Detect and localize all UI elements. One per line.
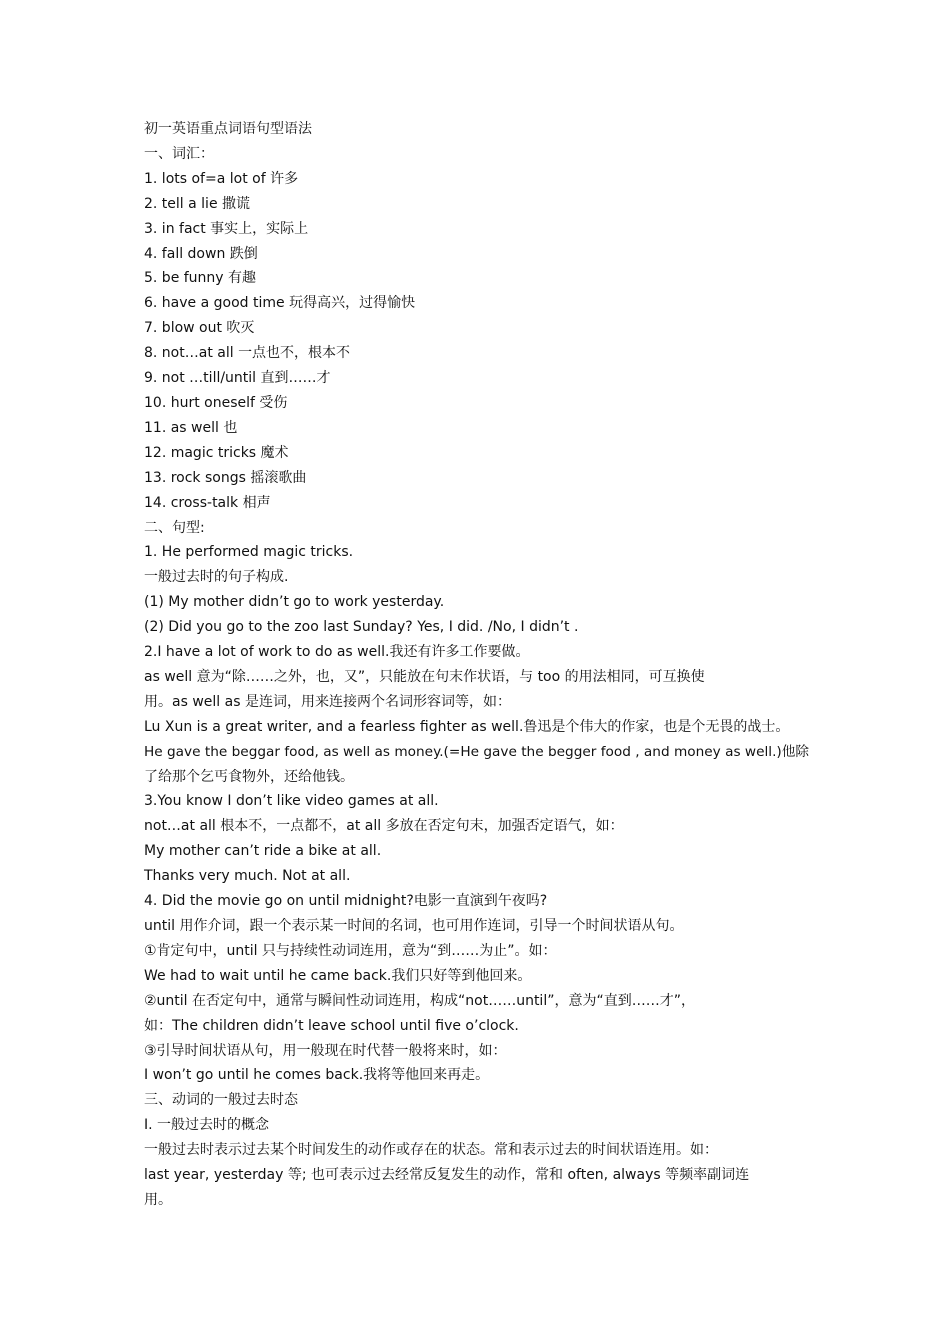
vocab-item: 13. rock songs 摇滚歌曲	[144, 469, 307, 486]
vocab-item: 4. fall down 跌倒	[144, 245, 258, 262]
section-heading-past-tense: 三、动词的一般过去时态	[144, 1092, 298, 1109]
example-sentence: My mother can’t ride a bike at all.	[144, 843, 382, 860]
text-line: 一般过去时表示过去某个时间发生的动作或存在的状态。常和表示过去的时间状语连用。如：	[144, 1142, 718, 1159]
vocab-item: 1. lots of=a lot of 许多	[144, 170, 299, 187]
example-sentence: He gave the beggar food, as well as money.(=He gave the begger food , and money as well.)他除	[144, 743, 810, 760]
text-line: ②until 在否定句中，通常与瞬间性动词连用，构成“not……until”，意为“直到……才”，	[144, 992, 695, 1009]
example-sentence: (2) Did you go to the zoo last Sunday? Yes, I did. /No, I didn’t .	[144, 619, 579, 636]
vocab-item: 5. be funny 有趣	[144, 270, 257, 287]
document-page	[144, 117, 810, 1213]
vocab-item: 6. have a good time 玩得高兴，过得愉快	[144, 295, 416, 312]
text-line: as well 意为“除……之外，也，又”，只能放在句末作状语，与 too 的用法相同，可互换使	[144, 668, 705, 685]
section-heading-vocabulary: 一、词汇：	[144, 145, 214, 162]
text-line: 2.I have a lot of work to do as well.我还有许多工作要做。	[144, 644, 530, 661]
text-line: 用。	[144, 1191, 172, 1208]
vocab-item: 9. not …till/until 直到……才	[144, 370, 331, 387]
section-heading-sentence-patterns: 二、句型:	[144, 519, 205, 536]
text-line: ①肯定句中，until 只与持续性动词连用，意为“到……为止”。如：	[144, 942, 557, 959]
example-sentence: I won’t go until he comes back.我将等他回来再走。	[144, 1067, 490, 1084]
text-line: ③引导时间状语从句，用一般现在时代替一般将来时，如：	[144, 1042, 507, 1059]
text-line: 1. He performed magic tricks.	[144, 544, 354, 561]
vocab-item: 12. magic tricks 魔术	[144, 444, 289, 461]
text-line: 了给那个乞丐食物外，还给他钱。	[144, 768, 354, 785]
example-sentence: We had to wait until he came back.我们只好等到他回来。	[144, 967, 532, 984]
text-line: 3.You know I don’t like video games at all.	[144, 793, 439, 810]
example-sentence: (1) My mother didn’t go to work yesterday.	[144, 594, 445, 611]
text-line: last year, yesterday 等; 也可表示过去经常反复发生的动作，常和 often, always 等频率副词连	[144, 1167, 750, 1184]
document-title: 初一英语重点词语句型语法	[144, 121, 312, 137]
text-line: 4. Did the movie go on until midnight?电影一直演到午夜吗?	[144, 893, 548, 910]
text-line: not…at all 根本不，一点都不，at all 多放在否定句末，加强否定语气，如：	[144, 818, 624, 835]
example-sentence: 如：The children didn’t leave school until five o’clock.	[144, 1017, 519, 1034]
vocab-item: 11. as well 也	[144, 419, 238, 436]
vocab-item: 2. tell a lie 撒谎	[144, 195, 251, 212]
vocab-item: 10. hurt oneself 受伤	[144, 394, 288, 411]
text-line: 一般过去时的句子构成.	[144, 569, 289, 586]
example-sentence: Thanks very much. Not at all.	[144, 868, 351, 885]
vocab-item: 8. not…at all 一点也不，根本不	[144, 345, 351, 362]
text-line: 用。as well as 是连词，用来连接两个名词形容词等，如：	[144, 693, 511, 710]
vocab-item: 3. in fact 事实上，实际上	[144, 220, 309, 237]
vocab-item: 7. blow out 吹灭	[144, 320, 255, 337]
vocab-item: 14. cross-talk 相声	[144, 494, 271, 511]
text-line: until 用作介词，跟一个表示某一时间的名词，也可用作连词，引导一个时间状语从句。	[144, 918, 684, 934]
example-sentence: Lu Xun is a great writer, and a fearless fighter as well.鲁迅是个伟大的作家，也是个无畏的战士。	[144, 718, 790, 735]
subsection-heading: I. 一般过去时的概念	[144, 1117, 270, 1134]
